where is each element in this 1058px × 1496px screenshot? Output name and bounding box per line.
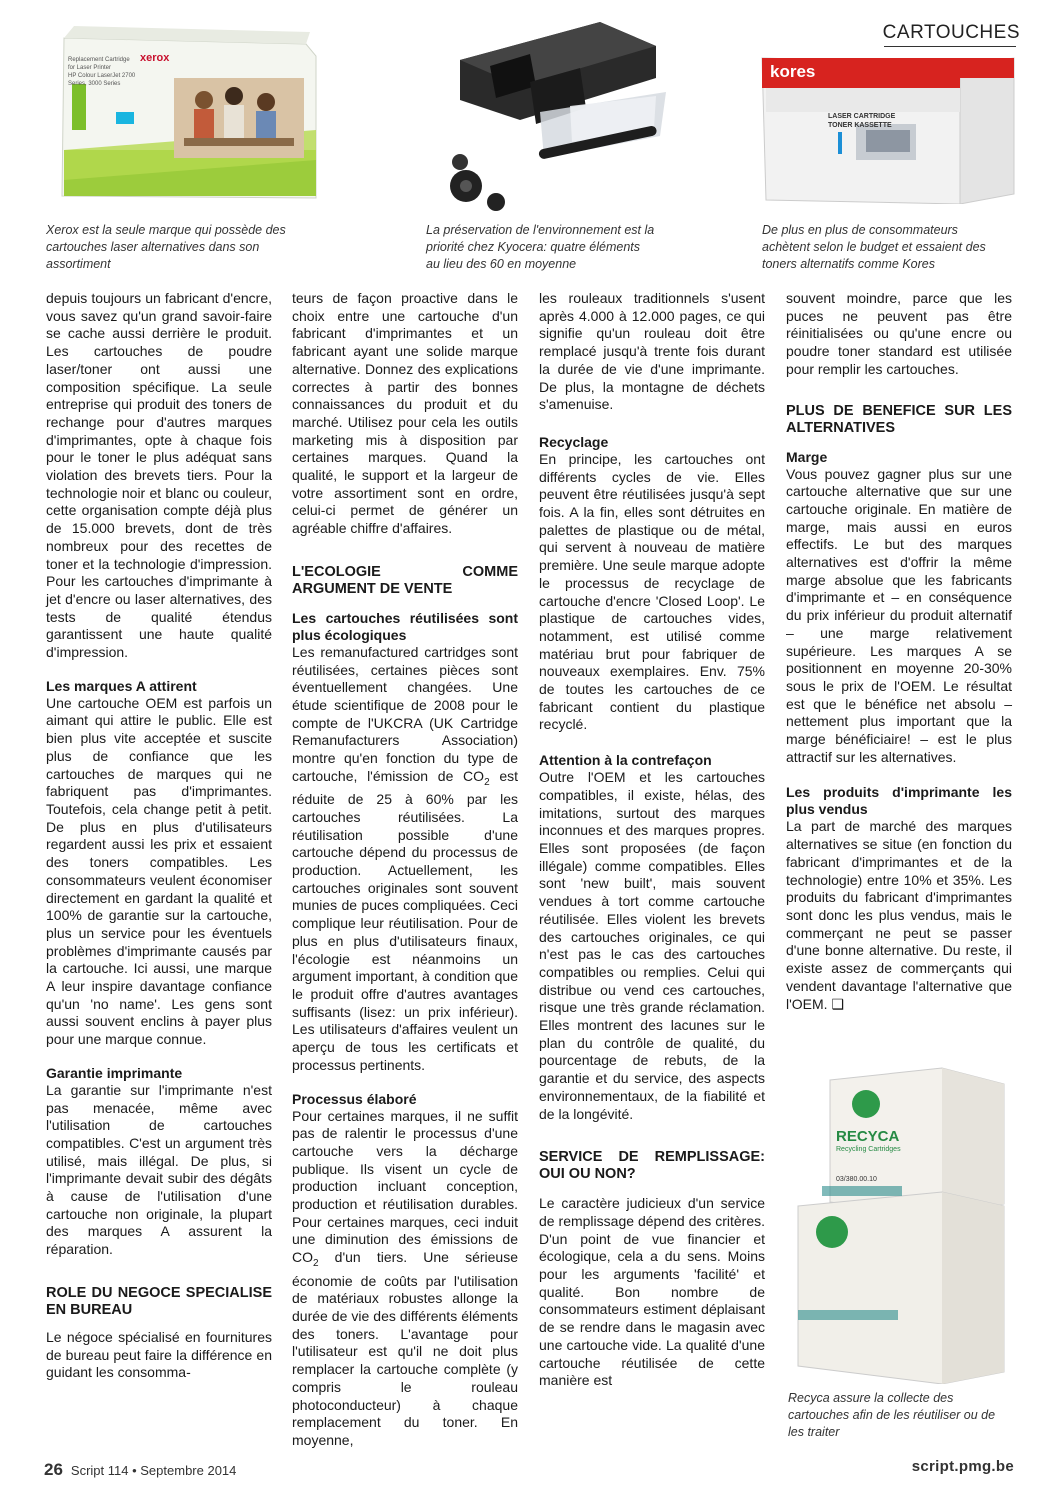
page-number: 26	[44, 1460, 63, 1479]
col3-heading-a: Recyclage	[539, 433, 609, 450]
article-column-3	[539, 290, 765, 1390]
col1-heading-c: ROLE DU NEGOCE SPECIALISE EN BUREAU	[46, 1284, 272, 1318]
col2-paragraph-1: teurs de façon proactive dans le choix entre une cartouche d'un fabricant d'imprimantes et un fabricant ayant une solide marque alternative. Donnez des explications correctes à partir des bonnes connaissances du produit et du marché. Utilisez pour cela les outils marketing mis à disposition par certaines marques. Quand la qualité, le support et la largeur de votre assortiment sont en ordre, celui-ci permet de générer un agréable chiffre d'affaires.	[292, 290, 518, 537]
col3-paragraph-2: En principe, les cartouches ont différents cycles de vie. Elles peuvent être réutilisées jusqu'à sept fois. A la fin, elles sont détruites en palettes de plastique ou de métal, qui servent à nouveau de matière première. Une seule marque adopte le processus de recyclage de cartouche d'encre 'Closed Loop'. Le plastique de cartouches vides, notamment, est utilisé comme matériau brut pour fabriquer de nouveaux exemplaires. Env. 75% de toutes les cartouches de ce fabricant contient du plastique recyclé.	[539, 450, 765, 733]
col4-paragraph-2: Vous pouvez gagner plus sur une cartouche alternative que sur une cartouche originale. En matière de marge, mais aussi en euros effectifs. Le but des marques alternatives est d'offrir la même marge absolue que les fabricants d'imprimante et – en conséquence du prix inférieur du produit alternatif – une marge relativement supérieure. Les marques A se positionnent en moyenne 20-30% sous le prix de l'OEM. Le résultat est que le bénéfice net absolu – nettement plus important que la marge bénéficiaire! – est le plus attractif sur les alternatives.	[786, 465, 1012, 765]
col2-heading-a: L'ECOLOGIE COMME ARGUMENT DE VENTE	[292, 563, 518, 597]
kores-logo: kores	[770, 62, 816, 81]
xerox-box-text	[68, 56, 148, 88]
col2-paragraph-2	[292, 644, 518, 1075]
col2-p3-text-b: d'un tiers. Une sérieuse économie de coûts par l'utilisation de matériaux robustes allonge la durée de vie des différents éléments des toners. L'avantage pour l'utilisateur est qu'il ne doit plus remplacer la cartouche complète (y compris le rouleau photoconducteur) à chaque remplacement du toner. En moyenne,	[292, 1249, 518, 1448]
col4-p3-text: La part de marché des marques alternatives se situe (en fonction du fabricant d'imprimantes et de la technologie) entre 10% et 35%. Les produits du fabricant d'imprimantes sont donc les plus vendus, mais le commerçant ne peut se passer d'une bonne alternative. Du reste, il existe assez de commerçants qui vendent davantage l'alternative que l'OEM.	[786, 818, 1012, 1012]
col2-p3-subscript: 2	[313, 1257, 319, 1269]
kores-caption: De plus en plus de consommateurs achètent selon le budget et essaient des toners alternatifs comme Kores	[762, 223, 986, 271]
col2-p2-text-a: Les remanufactured cartridges sont réutilisées, certaines pièces sont éventuellement changées. Une étude scientifique de 2008 pour le compte de l'UKCRA (UK Cartridge Remanufacturers Association) montre qu'en fonction du type de cartouche, l'émission de CO	[292, 643, 518, 784]
recyca-boxes-photo	[792, 1066, 1010, 1384]
col2-p3-text-a: Pour certaines marques, il ne suffit pas de ralentir le processus d'une cartouche vers la décharge publique. Ils visent un cycle de production incluant conception, production et réutilisation durables. Pour certaines marques, ceci induit une diminution des émissions de CO	[292, 1107, 518, 1266]
article-column-2	[292, 290, 518, 1450]
col2-heading-c: Processus élaboré	[292, 1090, 417, 1107]
article-column-1	[46, 290, 272, 1382]
issue-label: Script 114 • Septembre 2014	[70, 1463, 237, 1478]
col4-heading-a: PLUS DE BENEFICE SUR LES ALTERNATIVES	[786, 402, 1012, 436]
col2-heading-b: Les cartouches réutilisées sont plus écologiques	[292, 609, 518, 643]
end-mark-icon: ❑	[831, 995, 845, 1012]
article-column-4	[786, 290, 1012, 1013]
col4-paragraph-3	[786, 818, 1012, 1013]
col1-paragraph-2: Une cartouche OEM est parfois un aimant qui attire le public. Elle est bien plus vite acceptée et suscite plus de confiance que les cartouches de marques qui ne fabriquent pas d'imprimantes. Toutefois, cela change petit à petit. De plus en plus d'utilisateurs regardent aussi les prix et essaient des toners compatibles. Les consommateurs veulent économiser directement en gardant la qualité et 100% de garantie sur la cartouche, plus un service pour les éventuels problèmes d'imprimante causés par la cartouche. Ici aussi, une marque A leur inspire davantage confiance qu'un 'no name'. Les gens sont aussi souvent enclins à payer plus pour une marque connue.	[46, 694, 272, 1048]
col3-paragraph-4: Le caractère judicieux d'un service de remplissage dépend des critères. D'un point de vue financier et écologique, cela a du sens. Moins pour les arguments 'facilité' et qualité. Bon nombre de consommateurs estiment déplaisant de se rendre dans le magasin avec une cartouche vide. La qualité d'une cartouche réutilisée de cette manière est	[539, 1195, 765, 1389]
col2-paragraph-3	[292, 1108, 518, 1450]
xerox-caption: Xerox est la seule marque qui possède des cartouches laser alternatives dans son assortiment	[46, 223, 286, 271]
footer-issue	[44, 1460, 236, 1480]
footer-site-link[interactable]: script.pmg.be	[911, 1458, 1014, 1475]
recyca-phone: 03/380.00.10	[836, 1176, 877, 1183]
col1-heading-b: Garantie imprimante	[46, 1064, 183, 1081]
xerox-logo: xerox	[140, 52, 170, 64]
kores-box-line2: TONER KASSETTE	[828, 122, 892, 129]
xerox-box-line3: HP Colour LaserJet 2700 Series, 3000 Series	[68, 73, 136, 87]
col1-paragraph-4: Le négoce spécialisé en fournitures de bureau peut faire la différence en guidant les consomma-	[46, 1328, 272, 1381]
col3-heading-c: SERVICE DE REMPLISSAGE: OUI OU NON?	[539, 1149, 765, 1183]
recyca-sub: Recycling Cartridges	[836, 1146, 901, 1153]
section-rule	[884, 46, 1016, 47]
kyocera-caption: La préservation de l'environnement est la priorité chez Kyocera: quatre éléments au lieu des 60 en moyenne	[426, 223, 655, 271]
col1-paragraph-3: La garantie sur l'imprimante n'est pas menacée, même avec l'utilisation de cartouches compatibles. C'est un argument très utilisé, mais illégal. De plus, si l'imprimante devait subir des dégâts à cause de l'utilisation d'une cartouche non originale, la plupart des marques A assurent la réparation.	[46, 1081, 272, 1258]
col1-paragraph-1: depuis toujours un fabricant d'encre, vous savez qu'un grand savoir-faire se cache aussi derrière le produit. Les cartouches de poudre laser/toner ont aussi une composition spécifique. La seule entreprise qui produit des toners de rechange pour d'autres marques d'imprimantes, opte à chaque fois pour le toner le plus adéquat sans violation des brevets tiers. Pour la technologie noir et blanc ou couleur, cette organisation compte déjà plus de 15.000 brevets, dont de très nombreux pour des recettes de toner et la technologie d'impression. Pour les cartouches d'imprimante à jet d'encre ou laser alternatives, des tests de qualité étendus garantissent une haute qualité d'impression.	[46, 290, 272, 661]
col3-paragraph-1: les rouleaux traditionnels s'usent après 4.000 à 12.000 pages, ce qui signifie qu'un rouleau doit être remplacé jusqu'à trente fois durant la durée de vie d'une imprimante. De plus, la montagne de déchets s'amenuise.	[539, 290, 765, 413]
col1-heading-a: Les marques A attirent	[46, 677, 197, 694]
kyocera-parts-photo	[420, 16, 670, 212]
col2-p2-subscript: 2	[484, 776, 490, 788]
col3-heading-b: Attention à la contrefaçon	[539, 752, 712, 769]
kores-box-text	[828, 112, 895, 130]
col3-paragraph-3: Outre l'OEM et les cartouches compatibles, il existe, hélas, des imitations, surtout des marques inconnues et des marques propres. Elles sont proposées (de façon illégale) comme compatibles. Elles sont 'new built', mais souvent vendues à tort comme cartouche réutilisée. Elles violent les brevets des cartouches originales, ce qui n'est pas le cas des cartouches compatibles ou remplies. Celui qui distribue ou vend ces cartouches, risque une très grande réclamation. Elles montrent des lacunes sur le plan du contrôle de qualité, du pourcentage de rebuts, de la garantie et du service, des aspects environnementaux, de la fiabilité et de la longévité.	[539, 769, 765, 1122]
col4-paragraph-1: souvent moindre, parce que les puces ne peuvent pas être réinitialisées ou qu'une encre ou poudre toner standard est utilisée pour remplir les cartouches.	[786, 290, 1012, 377]
section-title: CARTOUCHES	[882, 22, 1020, 43]
xerox-box-line2: for Laser Printer	[68, 65, 112, 71]
xerox-box-photo	[44, 20, 324, 206]
recyca-logo: RECYCA	[836, 1128, 900, 1145]
col2-p2-text-b: est réduite de 25 à 60% par les cartouches réutilisées. La réutilisation possible d'une cartouche dépend du processus de production. Actuellement, les cartouches originales sont souvent munies de puces compliquées. Ceci complique leur réutilisation. Pour de plus en plus d'utilisateurs finaux, l'écologie est néanmoins un argument important, à condition que le produit offre d'autres avantages suffisants (lisez: un prix inférieur). Les utilisateurs d'affaires veulent un aperçu de tous les certificats et processus pertinents.	[292, 767, 518, 1073]
recyca-caption: Recyca assure la collecte des cartouches afin de les réutiliser ou de les traiter	[788, 1391, 996, 1439]
kores-box-line1: LASER CARTRIDGE	[828, 113, 896, 120]
col4-heading-b: Marge	[786, 448, 828, 465]
col4-heading-c: Les produits d'imprimante les plus vendus	[786, 784, 1012, 818]
xerox-box-line1: Replacement Cartridge	[68, 57, 130, 63]
